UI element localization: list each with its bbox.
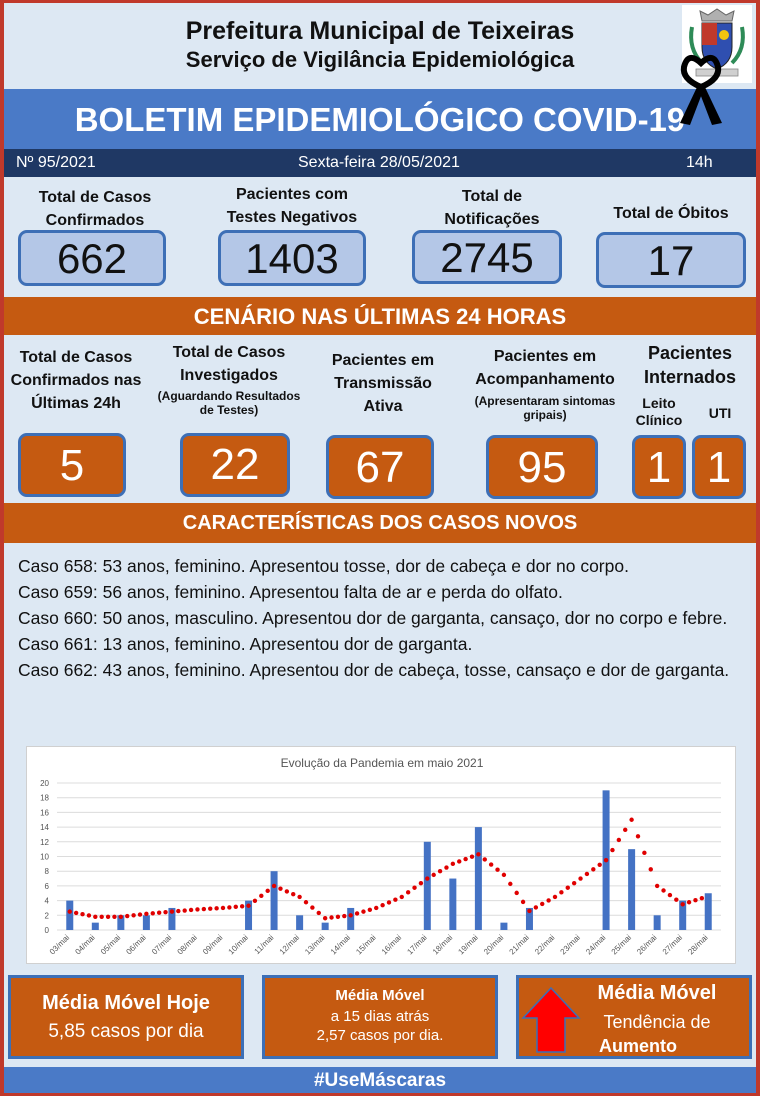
investigated-note: (Aguardando Resultados de Testes) (157, 389, 301, 417)
trend-point (368, 908, 372, 912)
investigated-label: Total de Casos Investigados (172, 344, 286, 384)
trend-point (393, 897, 397, 901)
trend-point (438, 869, 442, 873)
x-tick-label: 03/mai (47, 933, 72, 957)
trend-point (68, 909, 72, 913)
trend-point (629, 818, 633, 822)
trend-point (444, 865, 448, 869)
y-tick-label: 10 (40, 852, 49, 862)
trend-point (221, 906, 225, 910)
trend-point (195, 907, 199, 911)
followup-value: 95 (486, 435, 598, 499)
trend-point (451, 862, 455, 866)
today-title: Média Móvel Hoje (42, 992, 210, 1014)
trend-point (540, 902, 544, 906)
trend-point (623, 828, 627, 832)
ward-label: Leito Clínico (635, 395, 683, 428)
y-tick-label: 6 (44, 881, 49, 891)
bar (66, 901, 73, 930)
trend-point (521, 900, 525, 904)
trend-point (502, 873, 506, 877)
investigated-label-group (154, 341, 304, 417)
trend-line2: Aumento (599, 1036, 677, 1056)
y-tick-label: 12 (40, 837, 49, 847)
trend-point (278, 886, 282, 890)
trend-point (246, 904, 250, 908)
bulletin-title: BOLETIM EPIDEMIOLÓGICO COVID-19 (4, 89, 756, 149)
case-item: Caso 660: 50 anos, masculino. Apresentou dor de garganta, cansaço, dor no corpo e febre. (18, 608, 728, 628)
y-tick-label: 2 (44, 911, 49, 921)
x-tick-label: 17/mai (405, 933, 429, 957)
trend-point (559, 890, 563, 894)
mourning-ribbon-icon (676, 53, 726, 129)
x-tick-label: 24/mai (584, 933, 608, 957)
trend-point (508, 882, 512, 886)
trend-title: Média Móvel (597, 982, 717, 1004)
y-tick-label: 16 (40, 808, 49, 818)
trend-point (457, 859, 461, 863)
trend-point (112, 915, 116, 919)
moving-average-past (262, 975, 498, 1059)
x-tick-label: 14/mai (328, 933, 353, 957)
trend-point (412, 886, 416, 890)
x-tick-label: 23/mai (558, 933, 582, 957)
trend-point (234, 905, 238, 909)
trend-point (483, 857, 487, 861)
trend-point (163, 910, 167, 914)
negative-tests-value: 1403 (218, 230, 366, 286)
trend-point (655, 884, 659, 888)
total-confirmed-label: Total de Casos Confirmados (38, 189, 152, 229)
trend-point (387, 900, 391, 904)
x-tick-label: 22/mai (533, 933, 557, 957)
bar (322, 923, 329, 930)
footer-hashtag: #UseMáscaras (4, 1067, 756, 1093)
trend-point (636, 834, 640, 838)
trend-point (700, 896, 704, 900)
trend-point (208, 906, 212, 910)
bulletin-time: 14h (686, 154, 713, 171)
chart-title: Evolução da Pandemia em maio 2021 (280, 756, 484, 770)
trend-point (406, 890, 410, 894)
trend-point (425, 876, 429, 880)
x-tick-label: 15/mai (354, 933, 378, 957)
trend-point (189, 908, 193, 912)
trend-point (272, 884, 276, 888)
trend-point (463, 857, 467, 861)
trend-point (668, 893, 672, 897)
confirmed-24h-value: 5 (18, 433, 126, 497)
trend-point (680, 902, 684, 906)
trend-point (610, 848, 614, 852)
trend-point (80, 912, 84, 916)
trend-point (431, 873, 435, 877)
trend-point (253, 899, 257, 903)
bar (475, 827, 482, 930)
trend-point (259, 894, 263, 898)
trend-point (329, 915, 333, 919)
x-tick-label: 16/mai (379, 933, 404, 957)
municipality-title: Prefeitura Municipal de Teixeiras (185, 17, 575, 45)
trend-point (74, 911, 78, 915)
trend-point (687, 900, 691, 904)
trend-point (585, 872, 589, 876)
trend-point (693, 898, 697, 902)
trend-point (291, 892, 295, 896)
trend-point (572, 881, 576, 885)
trend-point (661, 888, 665, 892)
total-deaths-label: Total de Óbitos (613, 205, 729, 222)
trend-point (182, 908, 186, 912)
trend-point (604, 858, 608, 862)
trend-point (106, 915, 110, 919)
x-tick-label: 20/mai (481, 933, 506, 957)
trend-point (93, 915, 97, 919)
total-notifications-value: 2745 (412, 230, 562, 284)
trend-line1: Tendência de (603, 1012, 711, 1032)
x-tick-label: 11/mai (252, 933, 276, 956)
x-tick-label: 10/mai (226, 933, 250, 957)
trend-point (578, 876, 582, 880)
scenario-section (4, 335, 756, 501)
bar (449, 879, 456, 930)
x-tick-label: 12/mai (277, 933, 302, 957)
trend-point (617, 838, 621, 842)
y-tick-label: 14 (40, 823, 49, 833)
scenario-title: CENÁRIO NAS ÚLTIMAS 24 HORAS (4, 297, 756, 335)
x-tick-label: 07/mai (149, 933, 174, 957)
trend-point (527, 909, 531, 913)
investigated-value: 22 (180, 433, 290, 497)
trend-point (265, 889, 269, 893)
trend-point (336, 915, 340, 919)
bar (271, 871, 278, 930)
info-bar (4, 149, 756, 177)
x-tick-label: 13/mai (303, 933, 327, 957)
bar (424, 842, 431, 930)
case-item: Caso 659: 56 anos, feminino. Apresentou falta de ar e perda do olfato. (18, 582, 563, 602)
trend-point (157, 911, 161, 915)
trend-point (297, 895, 301, 899)
confirmed-24h-label: Total de Casos Confirmados nas Últimas 24h (10, 349, 142, 412)
y-tick-label: 0 (44, 926, 49, 935)
trend-point (323, 916, 327, 920)
bar (92, 923, 99, 930)
followup-label-group (464, 345, 626, 422)
trend-point (285, 889, 289, 893)
trend-point (546, 898, 550, 902)
trend-point (202, 907, 206, 911)
trend-point (151, 911, 155, 915)
followup-note: (Apresentaram sintomas gripais) (474, 394, 616, 422)
trend-point (380, 903, 384, 907)
chart-svg (27, 747, 737, 965)
past-title: Média Móvel (335, 987, 425, 1004)
trend-point (240, 904, 244, 908)
header (4, 3, 756, 89)
trend-point (125, 914, 129, 918)
trend-point (361, 909, 365, 913)
x-tick-label: 27/mai (660, 933, 685, 957)
bar (705, 893, 712, 930)
trend-point (597, 863, 601, 867)
trend-point (476, 852, 480, 856)
trend-point (342, 914, 346, 918)
negative-tests-label: Pacientes com Testes Negativos (226, 186, 358, 226)
bar (654, 915, 661, 930)
trend-point (553, 895, 557, 899)
y-tick-label: 20 (40, 779, 49, 788)
case-item: Caso 661: 13 anos, feminino. Apresentou dor de garganta. (18, 634, 473, 654)
x-tick-label: 21/mai (507, 933, 531, 957)
bar (500, 923, 507, 930)
pandemic-chart (26, 746, 736, 964)
bar (296, 915, 303, 930)
case-item: Caso 662: 43 anos, feminino. Apresentou dor de cabeça, tosse, cansaço e dor de garganta. (18, 660, 730, 680)
trend-point (470, 854, 474, 858)
x-tick-label: 26/mai (635, 933, 659, 957)
x-tick-label: 18/mai (430, 933, 455, 957)
transmission-value: 67 (326, 435, 434, 499)
trend-point (674, 897, 678, 901)
y-tick-label: 18 (40, 793, 49, 803)
trend-point (642, 851, 646, 855)
icu-value: 1 (692, 435, 746, 499)
trend-point (227, 905, 231, 909)
trend-point (310, 905, 314, 909)
x-tick-label: 25/mai (609, 933, 634, 957)
total-confirmed-value: 662 (18, 230, 166, 286)
trend-point (99, 915, 103, 919)
trend-point (119, 915, 123, 919)
moving-average-section (4, 965, 756, 1065)
bar (347, 908, 354, 930)
moving-average-today (8, 975, 244, 1059)
total-deaths-value: 17 (596, 232, 746, 288)
x-tick-label: 28/mai (686, 933, 710, 957)
trend-point (317, 911, 321, 915)
x-tick-label: 05/mai (98, 933, 123, 957)
trend-point (304, 900, 308, 904)
today-value: 5,85 casos por dia (48, 1021, 204, 1042)
transmission-label: Pacientes em Transmissão Ativa (331, 352, 435, 415)
trend-point (649, 867, 653, 871)
x-tick-label: 04/mai (73, 933, 97, 957)
trend-point (131, 913, 135, 917)
trend-point (591, 867, 595, 871)
new-cases-list (18, 553, 746, 683)
trend-point (534, 905, 538, 909)
bulletin-page (4, 3, 756, 1093)
trend-point (214, 906, 218, 910)
x-tick-label: 09/mai (201, 933, 225, 957)
trend-point (489, 862, 493, 866)
new-cases-title: CARACTERÍSTICAS DOS CASOS NOVOS (4, 503, 756, 543)
icu-label: UTI (708, 405, 732, 421)
trend-point (495, 868, 499, 872)
bulletin-date: Sexta-feira 28/05/2021 (298, 154, 460, 171)
trend-point (419, 881, 423, 885)
x-tick-label: 19/mai (456, 933, 480, 957)
x-tick-label: 08/mai (175, 933, 199, 957)
totals-section (4, 177, 756, 297)
x-tick-label: 06/mai (124, 933, 148, 957)
trend-point (138, 912, 142, 916)
moving-average-trend (516, 975, 752, 1059)
trend-point (170, 909, 174, 913)
trend-point (566, 886, 570, 890)
trend-point (355, 911, 359, 915)
y-tick-label: 8 (44, 867, 49, 877)
bar (628, 849, 635, 930)
trend-point (374, 906, 378, 910)
past-line2: 2,57 casos por dia. (316, 1027, 444, 1044)
bulletin-number: Nº 95/2021 (16, 154, 96, 171)
total-notifications-label: Total de Notificações (444, 188, 540, 228)
ward-value: 1 (632, 435, 686, 499)
trend-point (400, 895, 404, 899)
trend-point (176, 909, 180, 913)
past-line1: a 15 dias atrás (330, 1008, 430, 1025)
followup-label: Pacientes em Acompanhamento (475, 348, 615, 388)
bar (143, 915, 150, 930)
trend-point (348, 913, 352, 917)
trend-point (144, 912, 148, 916)
service-title: Serviço de Vigilância Epidemiológica (185, 47, 575, 72)
trend-point (87, 913, 91, 917)
y-tick-label: 4 (44, 896, 49, 906)
hospitalized-label: Pacientes Internados (643, 343, 736, 387)
trend-point (514, 891, 518, 895)
case-item: Caso 658: 53 anos, feminino. Apresentou tosse, dor de cabeça e dor no corpo. (18, 556, 629, 576)
